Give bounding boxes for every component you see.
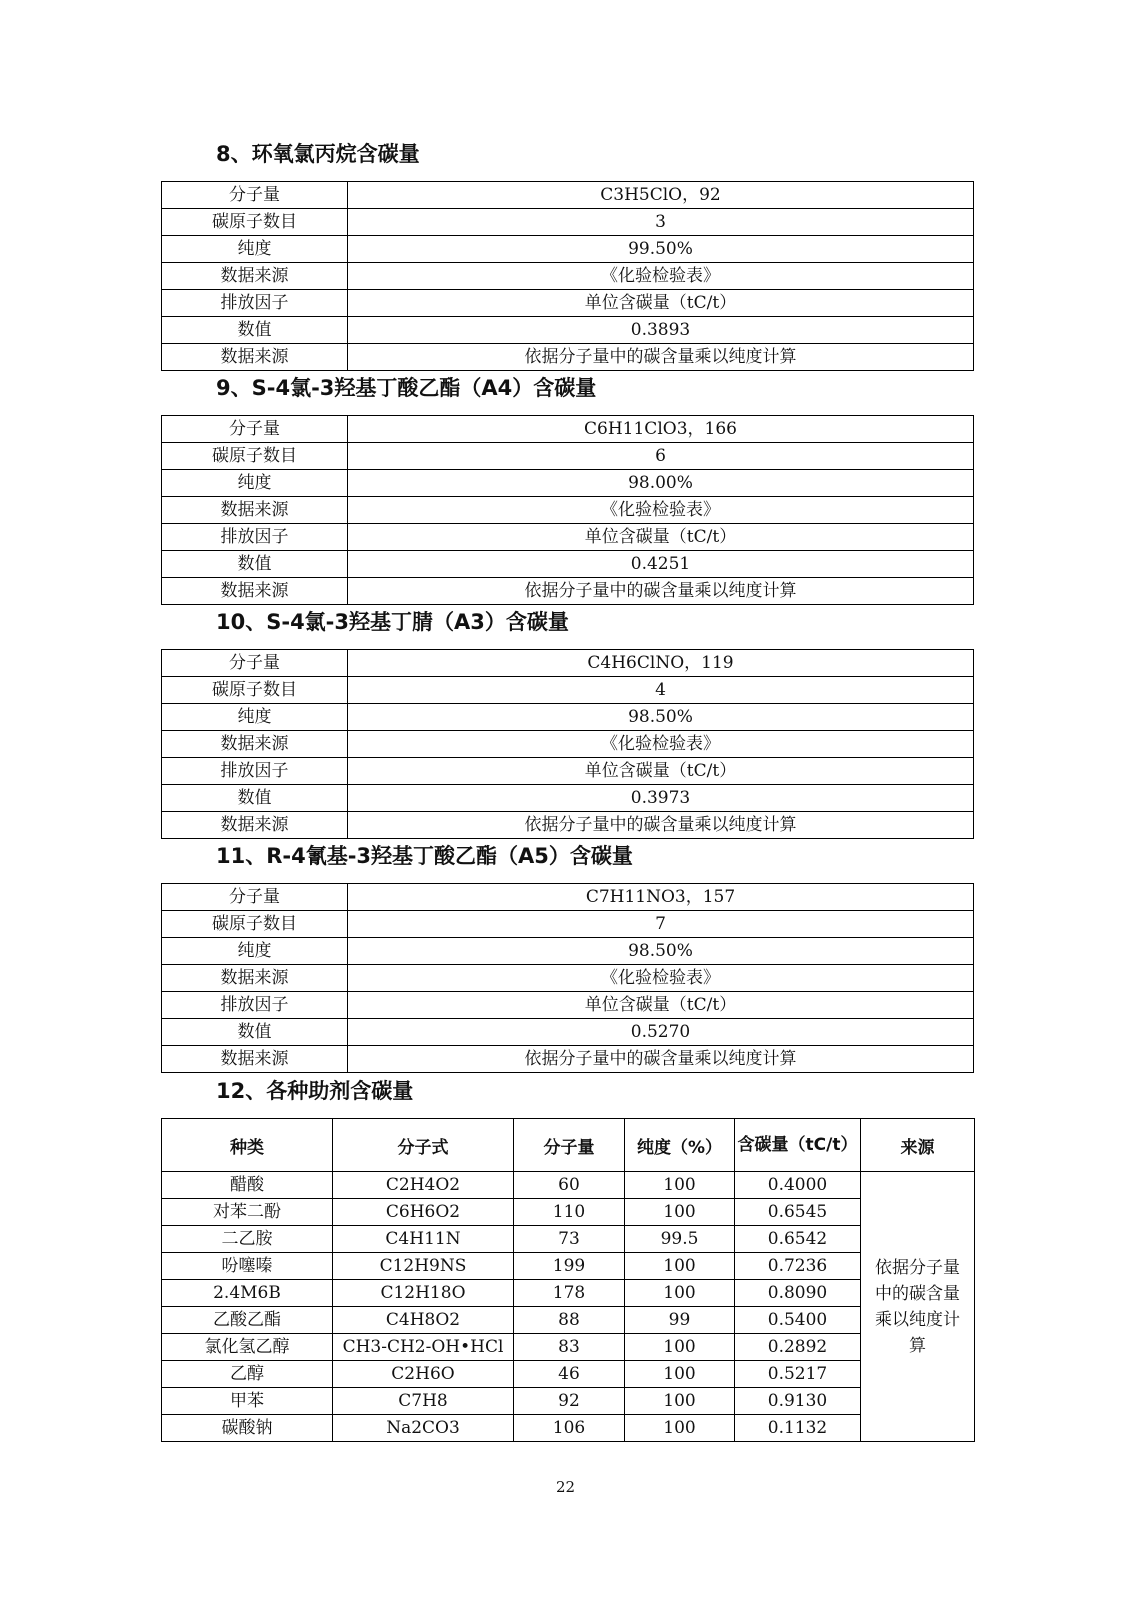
cell-weight: 106 [514, 1415, 625, 1442]
cell-purity: 100 [625, 1199, 735, 1226]
row-key: 数值 [162, 785, 348, 812]
section-title: 10、S-4氯-3羟基丁腈（A3）含碳量 [216, 610, 569, 634]
table-row [162, 209, 974, 236]
row-value: 依据分子量中的碳含量乘以纯度计算 [348, 344, 974, 371]
cell-type: 乙醇 [162, 1361, 333, 1388]
table-row [162, 578, 974, 605]
cell-weight: 46 [514, 1361, 625, 1388]
row-key: 数据来源 [162, 965, 348, 992]
row-value: 《化验检验表》 [348, 497, 974, 524]
property-table [161, 883, 974, 1073]
table-row [162, 758, 974, 785]
cell-purity: 100 [625, 1388, 735, 1415]
table-row [162, 1253, 975, 1280]
table-row [162, 263, 974, 290]
row-key: 排放因子 [162, 290, 348, 317]
agents-table [161, 1118, 975, 1442]
page-number: 22 [555, 1478, 576, 1496]
cell-weight: 178 [514, 1280, 625, 1307]
table-row [162, 884, 974, 911]
table-row [162, 1334, 975, 1361]
row-key: 分子量 [162, 650, 348, 677]
row-key: 分子量 [162, 182, 348, 209]
row-key: 数值 [162, 551, 348, 578]
cell-purity: 100 [625, 1253, 735, 1280]
cell-type: 吩噻嗪 [162, 1253, 333, 1280]
cell-purity: 100 [625, 1415, 735, 1442]
cell-carbon: 0.5217 [735, 1361, 861, 1388]
table-row [162, 182, 974, 209]
table-row [162, 470, 974, 497]
cell-purity: 99.5 [625, 1226, 735, 1253]
section-title: 12、各种助剂含碳量 [216, 1079, 414, 1103]
cell-purity: 99 [625, 1307, 735, 1334]
table-row [162, 551, 974, 578]
section-title: 9、S-4氯-3羟基丁酸乙酯（A4）含碳量 [216, 376, 597, 400]
row-value: 《化验检验表》 [348, 731, 974, 758]
table-row [162, 812, 974, 839]
cell-carbon: 0.9130 [735, 1388, 861, 1415]
table-row [162, 1172, 975, 1199]
cell-carbon: 0.4000 [735, 1172, 861, 1199]
cell-formula: C4H8O2 [333, 1307, 514, 1334]
table-row [162, 344, 974, 371]
table-row [162, 1415, 975, 1442]
table-row [162, 1199, 975, 1226]
header-cell: 分子量 [514, 1119, 625, 1172]
row-value: C4H6ClNO，119 [348, 650, 974, 677]
cell-carbon: 0.6545 [735, 1199, 861, 1226]
row-value: 0.3973 [348, 785, 974, 812]
row-value: 6 [348, 443, 974, 470]
row-key: 纯度 [162, 236, 348, 263]
table-row [162, 992, 974, 1019]
table-row [162, 236, 974, 263]
row-key: 数据来源 [162, 263, 348, 290]
row-key: 分子量 [162, 416, 348, 443]
cell-source: 依据分子量中的碳含量乘以纯度计算 [861, 1172, 975, 1442]
row-value: C3H5ClO，92 [348, 182, 974, 209]
row-key: 排放因子 [162, 524, 348, 551]
table-row [162, 1280, 975, 1307]
row-key: 碳原子数目 [162, 443, 348, 470]
cell-weight: 88 [514, 1307, 625, 1334]
table-row [162, 785, 974, 812]
row-value: 单位含碳量（tC/t） [348, 524, 974, 551]
table-row [162, 704, 974, 731]
row-key: 分子量 [162, 884, 348, 911]
section-title: 11、R-4氰基-3羟基丁酸乙酯（A5）含碳量 [216, 844, 633, 868]
row-value: 4 [348, 677, 974, 704]
row-value: 单位含碳量（tC/t） [348, 290, 974, 317]
property-table [161, 181, 974, 371]
row-key: 纯度 [162, 938, 348, 965]
row-key: 排放因子 [162, 758, 348, 785]
cell-carbon: 0.1132 [735, 1415, 861, 1442]
cell-formula: C2H6O [333, 1361, 514, 1388]
row-key: 数据来源 [162, 1046, 348, 1073]
row-value: 单位含碳量（tC/t） [348, 992, 974, 1019]
cell-type: 乙酸乙酯 [162, 1307, 333, 1334]
cell-type: 碳酸钠 [162, 1415, 333, 1442]
cell-carbon: 0.6542 [735, 1226, 861, 1253]
cell-weight: 73 [514, 1226, 625, 1253]
row-key: 数据来源 [162, 578, 348, 605]
cell-purity: 100 [625, 1334, 735, 1361]
cell-formula: CH3-CH2-OH•HCl [333, 1334, 514, 1361]
cell-type: 二乙胺 [162, 1226, 333, 1253]
table-row [162, 1019, 974, 1046]
table-row [162, 416, 974, 443]
cell-carbon: 0.7236 [735, 1253, 861, 1280]
header-cell: 来源 [861, 1119, 975, 1172]
table-row [162, 1307, 975, 1334]
row-key: 数据来源 [162, 731, 348, 758]
table-row [162, 677, 974, 704]
row-value: 3 [348, 209, 974, 236]
table-row [162, 1226, 975, 1253]
header-cell: 纯度（%） [625, 1119, 735, 1172]
row-value: 0.3893 [348, 317, 974, 344]
row-value: 依据分子量中的碳含量乘以纯度计算 [348, 578, 974, 605]
cell-carbon: 0.5400 [735, 1307, 861, 1334]
row-value: 98.50% [348, 704, 974, 731]
header-cell: 含碳量（tC/t） [735, 1119, 861, 1172]
cell-carbon: 0.8090 [735, 1280, 861, 1307]
row-value: 0.5270 [348, 1019, 974, 1046]
row-value: 98.50% [348, 938, 974, 965]
row-key: 纯度 [162, 470, 348, 497]
property-table [161, 415, 974, 605]
row-value: 99.50% [348, 236, 974, 263]
cell-weight: 83 [514, 1334, 625, 1361]
row-key: 碳原子数目 [162, 209, 348, 236]
cell-weight: 110 [514, 1199, 625, 1226]
table-row [162, 317, 974, 344]
table-row [162, 1046, 974, 1073]
cell-type: 氯化氢乙醇 [162, 1334, 333, 1361]
row-value: C6H11ClO3，166 [348, 416, 974, 443]
cell-formula: C2H4O2 [333, 1172, 514, 1199]
row-value: 《化验检验表》 [348, 965, 974, 992]
cell-purity: 100 [625, 1172, 735, 1199]
cell-weight: 92 [514, 1388, 625, 1415]
row-key: 碳原子数目 [162, 911, 348, 938]
cell-formula: C7H8 [333, 1388, 514, 1415]
table-row [162, 938, 974, 965]
cell-type: 2.4M6B [162, 1280, 333, 1307]
row-value: 7 [348, 911, 974, 938]
table-header-row [162, 1119, 975, 1172]
table-row [162, 911, 974, 938]
cell-formula: C12H9NS [333, 1253, 514, 1280]
table-row [162, 650, 974, 677]
row-key: 数值 [162, 1019, 348, 1046]
cell-formula: C6H6O2 [333, 1199, 514, 1226]
cell-formula: C4H11N [333, 1226, 514, 1253]
row-key: 数值 [162, 317, 348, 344]
table-row [162, 290, 974, 317]
cell-type: 甲苯 [162, 1388, 333, 1415]
header-cell: 分子式 [333, 1119, 514, 1172]
table-row [162, 1388, 975, 1415]
row-value: 0.4251 [348, 551, 974, 578]
row-key: 数据来源 [162, 812, 348, 839]
row-key: 碳原子数目 [162, 677, 348, 704]
cell-carbon: 0.2892 [735, 1334, 861, 1361]
table-row [162, 497, 974, 524]
table-row [162, 443, 974, 470]
table-row [162, 524, 974, 551]
cell-type: 对苯二酚 [162, 1199, 333, 1226]
table-row [162, 731, 974, 758]
row-value: 单位含碳量（tC/t） [348, 758, 974, 785]
cell-weight: 199 [514, 1253, 625, 1280]
cell-purity: 100 [625, 1280, 735, 1307]
cell-type: 醋酸 [162, 1172, 333, 1199]
row-key: 排放因子 [162, 992, 348, 1019]
section-title: 8、环氧氯丙烷含碳量 [216, 142, 420, 166]
row-value: 依据分子量中的碳含量乘以纯度计算 [348, 1046, 974, 1073]
cell-formula: C12H18O [333, 1280, 514, 1307]
row-value: C7H11NO3，157 [348, 884, 974, 911]
cell-formula: Na2CO3 [333, 1415, 514, 1442]
row-value: 依据分子量中的碳含量乘以纯度计算 [348, 812, 974, 839]
row-key: 数据来源 [162, 497, 348, 524]
table-row [162, 965, 974, 992]
cell-purity: 100 [625, 1361, 735, 1388]
row-value: 98.00% [348, 470, 974, 497]
row-key: 数据来源 [162, 344, 348, 371]
row-value: 《化验检验表》 [348, 263, 974, 290]
table-row [162, 1361, 975, 1388]
property-table [161, 649, 974, 839]
row-key: 纯度 [162, 704, 348, 731]
cell-weight: 60 [514, 1172, 625, 1199]
header-cell: 种类 [162, 1119, 333, 1172]
